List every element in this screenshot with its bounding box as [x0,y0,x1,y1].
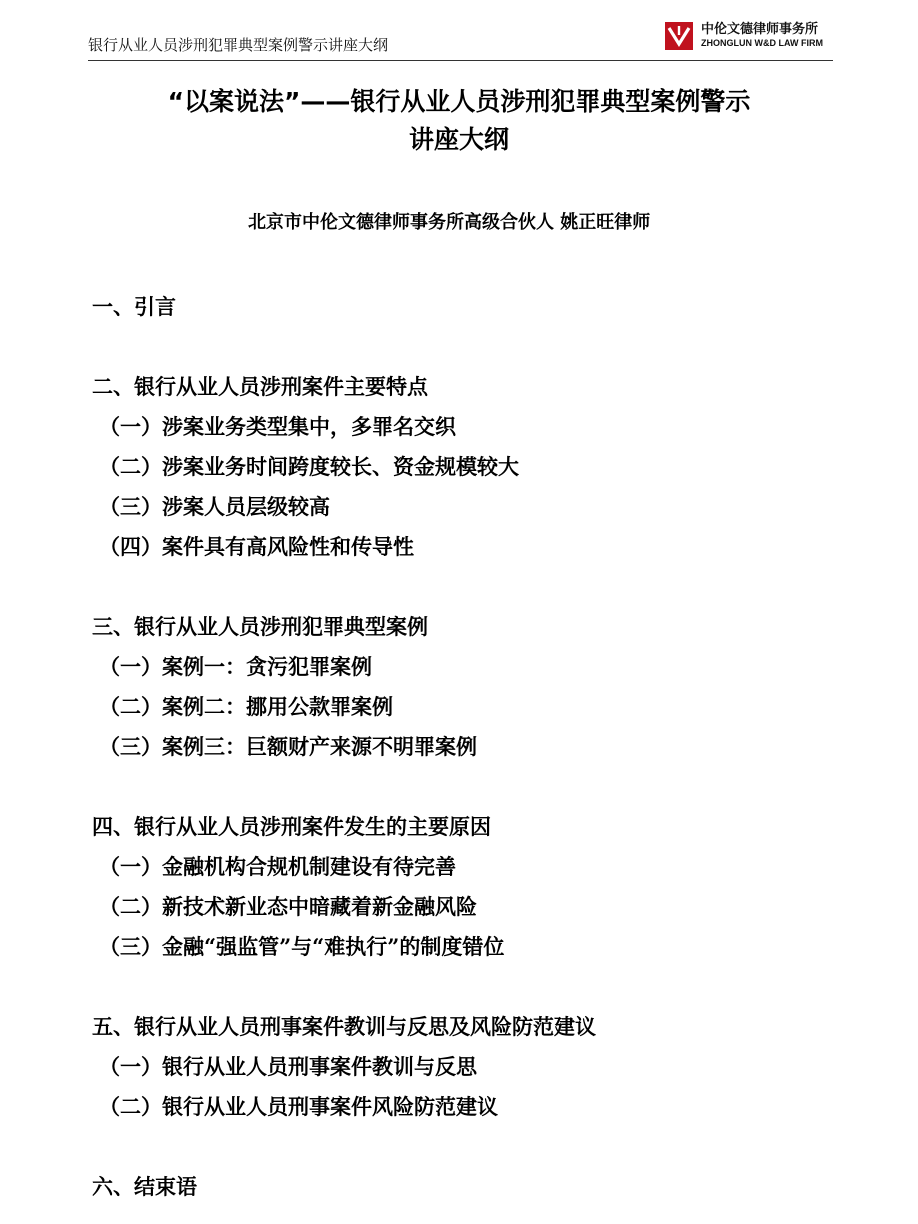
document-title-line-2: 讲座大纲 [408,125,509,154]
outline-item: （一）金融机构合规机制建设有待完善 [99,854,456,879]
outline-item: （四）案件具有高风险性和传导性 [99,534,414,559]
section-heading: 三、银行从业人员涉刑犯罪典型案例 [92,614,428,639]
outline-item: （三）金融“强监管”与“难执行”的制度错位 [99,934,505,959]
running-header: 银行从业人员涉刑犯罪典型案例警示讲座大纲 [88,36,389,54]
document-title-line-1: “以案说法”——银行从业人员涉刑犯罪典型案例警示 [167,87,751,116]
section-heading: 二、银行从业人员涉刑案件主要特点 [92,374,428,399]
outline-item: （二）案例二：挪用公款罪案例 [99,694,393,719]
outline-item: （三）案例三：巨额财产来源不明罪案例 [99,734,477,759]
firm-logo-name-en: ZHONGLUN W&D LAW FIRM [701,38,823,48]
section-heading: 一、引言 [92,294,176,319]
firm-logo-name-cn: 中伦文德律师事务所 [701,22,819,37]
firm-logo-icon [665,22,693,50]
outline-item: （三）涉案人员层级较高 [99,494,330,519]
outline-item: （二）银行从业人员刑事案件风险防范建议 [99,1094,498,1119]
outline-item: （一）案例一：贪污犯罪案例 [99,654,372,679]
header-divider [88,60,833,61]
section-heading: 四、银行从业人员涉刑案件发生的主要原因 [92,814,491,839]
author-line: 北京市中伦文德律师事务所高级合伙人 姚正旺律师 [248,212,651,233]
outline-item: （二）新技术新业态中暗藏着新金融风险 [99,894,477,919]
outline-item: （一）银行从业人员刑事案件教训与反思 [99,1054,477,1079]
section-heading: 六、结束语 [92,1174,197,1199]
section-heading: 五、银行从业人员刑事案件教训与反思及风险防范建议 [92,1014,596,1039]
outline-item: （二）涉案业务时间跨度较长、资金规模较大 [99,454,519,479]
outline-item: （一）涉案业务类型集中，多罪名交织 [99,414,456,439]
